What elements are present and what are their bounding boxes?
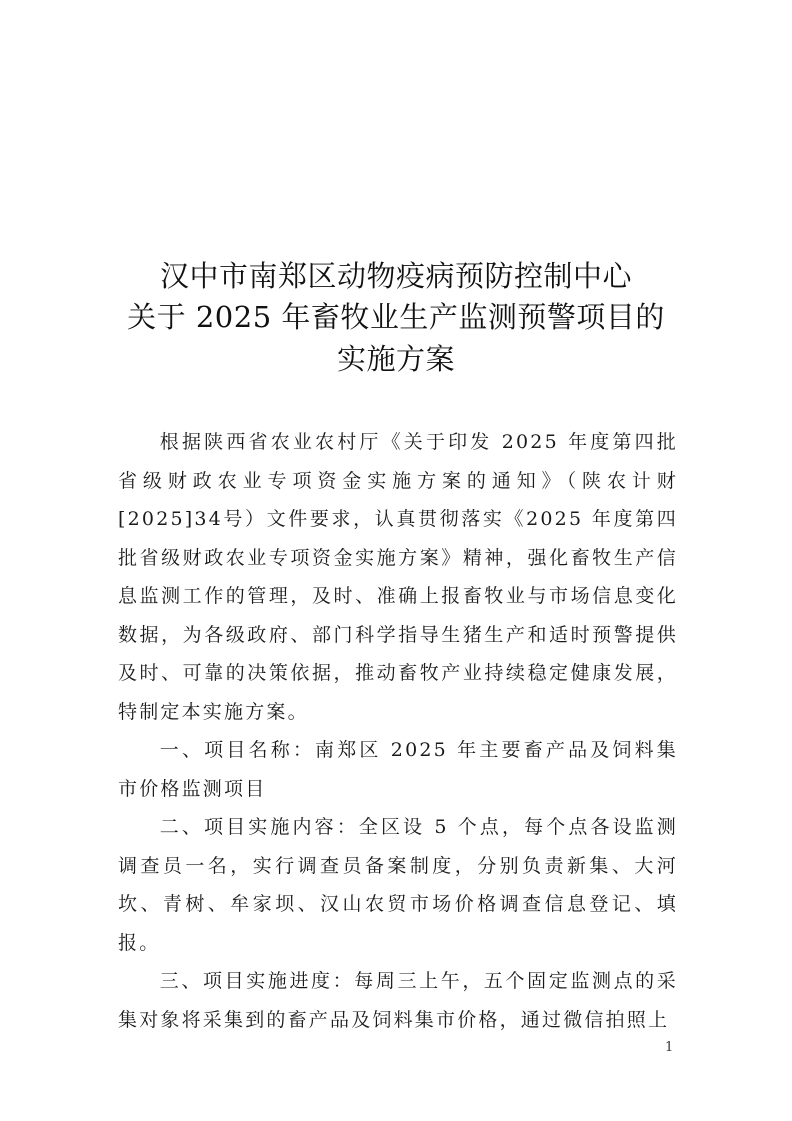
paragraph-section-1: 一、项目名称：南郑区 2025 年主要畜产品及饲料集市价格监测项目 bbox=[118, 739, 678, 800]
title-line-3: 实施方案 bbox=[336, 342, 455, 376]
title-line-2: 关于 2025 年畜牧业生产监测预警项目的 bbox=[127, 300, 665, 334]
paragraph-section-3: 三、项目实施进度：每周三上午，五个固定监测点的采集对象将采集到的畜产品及饲料集市价格，通过微信拍照上 bbox=[118, 970, 678, 1031]
paragraph-section-2: 二、项目实施内容：全区设 5 个点，每个点各设监测调查员一名，实行调查员备案制度，分别负责新集、大河坎、青树、牟家坝、汉山农贸市场价格调查信息登记、填报。 bbox=[118, 816, 678, 954]
title-line-1: 汉中市南郑区动物疫病预防控制中心 bbox=[159, 259, 632, 293]
paragraph-intro: 根据陕西省农业农村厅《关于印发 2025 年度第四批省级财政农业专项资金实施方案的通知》（陕农计财[2025]34号）文件要求，认真贯彻落实《2025 年度第四批省级财政农业专项资金实施方案》精神，强化畜牧生产信息监测工作的管理，及时、准确上报畜牧业与市场信息变化数据，为各级政府、部门科学指导生猪生产和适时预警提供及时、可靠的决策依据，推动畜牧产业持续稳定健康发展，特制定本实施方案。 bbox=[118, 431, 678, 723]
document-body bbox=[118, 423, 678, 1039]
page-number: 1 bbox=[665, 1040, 674, 1055]
